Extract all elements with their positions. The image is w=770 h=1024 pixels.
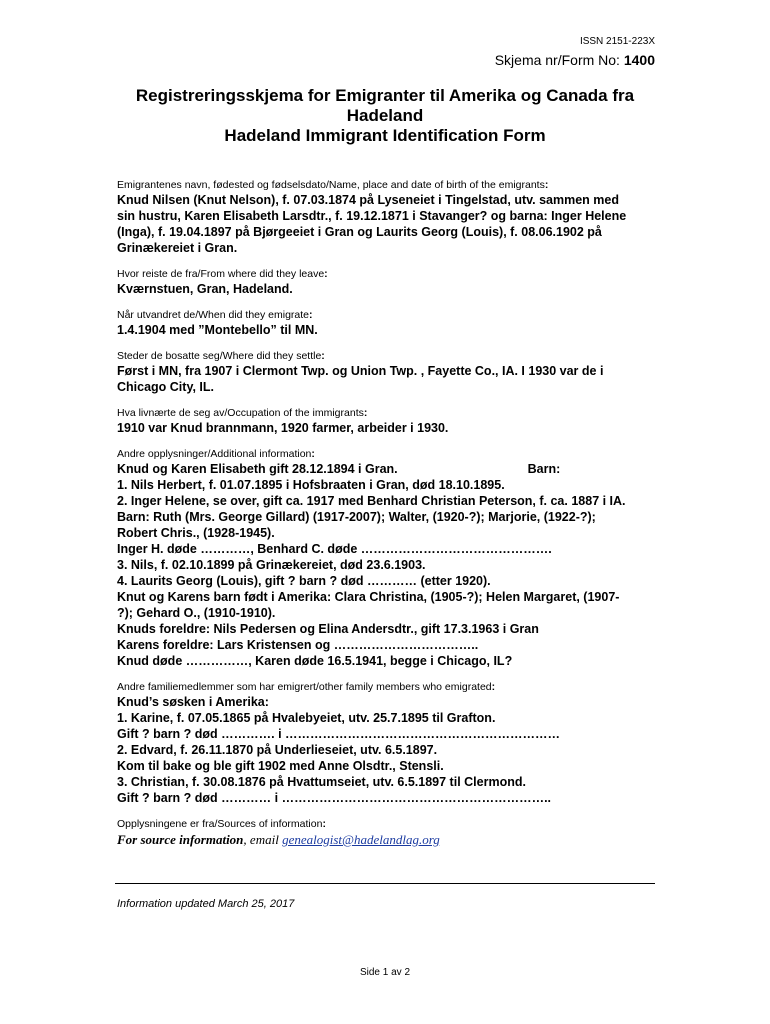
page-number: Side 1 av 2 xyxy=(359,967,411,978)
email-link[interactable]: genealogist@hadelandlag.org xyxy=(282,832,440,847)
form-content xyxy=(117,178,657,859)
value-line: Knut og Karens barn født i Amerika: Clara Christina, (1905-?); Helen Margaret, (1907- xyxy=(117,590,620,604)
issn-number: ISSN 2151-223X xyxy=(579,36,655,47)
section-label: Opplysningene er fra/Sources of information: xyxy=(117,818,326,830)
section-sources xyxy=(117,817,657,848)
value-line: Grinækereiet i Gran. xyxy=(117,241,238,255)
value-line: Knud døde ……………, Karen døde 16.5.1941, begge i Chicago, IL? xyxy=(117,654,513,668)
source-info-line: For source information, email genealogist@hadelandlag.org xyxy=(117,832,440,847)
section-names xyxy=(117,178,657,256)
value-line: Chicago City, IL. xyxy=(117,380,214,394)
form-title xyxy=(115,86,655,146)
section-occupation xyxy=(117,406,657,436)
value-line: Kom til bake og ble gift 1902 med Anne Olsdtr., Stensli. xyxy=(117,759,444,773)
form-number: 1400 xyxy=(623,52,655,68)
section-label: Emigrantenes navn, fødested og fødselsdato/Name, place and date of birth of the emigrants: xyxy=(117,179,549,191)
title-line-1: Registreringsskjema for Emigranter til Amerika og Canada fra xyxy=(135,86,635,105)
section-value xyxy=(117,694,657,806)
section-value xyxy=(117,322,657,338)
value-line: Inger H. døde …………, Benhard C. døde ………………………………………. xyxy=(117,542,552,556)
section-label: Når utvandret de/When did they emigrate: xyxy=(117,309,313,321)
section-label: Hvor reiste de fra/From where did they leave: xyxy=(117,268,328,280)
value-line: 3. Christian, f. 30.08.1876 på Hvattumseiet, utv. 6.5.1897 til Clermond. xyxy=(117,775,526,789)
section-value xyxy=(117,420,657,436)
section-label: Andre familiemedlemmer som har emigrert/other family members who emigrated: xyxy=(117,681,496,693)
section-family xyxy=(117,680,657,806)
value-line: Karens foreldre: Lars Kristensen og …………………………….. xyxy=(117,638,479,652)
value-line: 2. Edvard, f. 26.11.1870 på Underlieseiet, utv. 6.5.1897. xyxy=(117,743,438,757)
updated-date: Information updated March 25, 2017 xyxy=(117,898,295,910)
value-line: Knud Nilsen (Knut Nelson), f. 07.03.1874 på Lyseneiet i Tingelstad, utv. sammen med xyxy=(117,193,619,207)
value-line: 1. Karine, f. 07.05.1865 på Hvalebyeiet, utv. 25.7.1895 til Grafton. xyxy=(117,711,496,725)
value-line: ?); Gehard O., (1910-1910). xyxy=(117,606,276,620)
section-departure xyxy=(117,267,657,297)
section-emigrated xyxy=(117,308,657,338)
section-value xyxy=(117,281,657,297)
value-line: Gift ? barn ? død …………. i ………………………………………………………… xyxy=(117,727,561,741)
value-line: 1. Nils Herbert, f. 01.07.1895 i Hofsbraaten i Gran, død 18.10.1895. xyxy=(117,478,505,492)
value-line: 1910 var Knud brannmann, 1920 farmer, arbeider i 1930. xyxy=(117,421,449,435)
section-value xyxy=(117,192,657,256)
value-line: Knuds foreldre: Nils Pedersen og Elina Andersdtr., gift 17.3.1963 i Gran xyxy=(117,622,539,636)
value-line: 1.4.1904 med ”Montebello” til MN. xyxy=(117,323,318,337)
section-value xyxy=(117,461,657,669)
title-line-3: Hadeland Immigrant Identification Form xyxy=(224,126,546,145)
section-label: Andre opplysninger/Additional information: xyxy=(117,448,315,460)
title-line-2: Hadeland xyxy=(346,106,424,125)
value-line: Først i MN, fra 1907 i Clermont Twp. og Union Twp. , Fayette Co., IA. I 1930 var de i xyxy=(117,364,604,378)
value-line: sin hustru, Karen Elisabeth Larsdtr., f. 19.12.1871 i Stavanger? og barna: Inger Helene xyxy=(117,209,627,223)
section-label: Hva livnærte de seg av/Occupation of the immigrants: xyxy=(117,407,368,419)
section-value xyxy=(117,363,657,395)
value-line: Knud og Karen Elisabeth gift 28.12.1894 i Gran. Barn: xyxy=(117,462,561,476)
form-number-line xyxy=(495,52,655,68)
value-line: 2. Inger Helene, se over, gift ca. 1917 med Benhard Christian Peterson, f. ca. 1887 i IA. xyxy=(117,494,626,508)
section-settled xyxy=(117,349,657,395)
value-line: Barn: Ruth (Mrs. George Gillard) (1917-2007); Walter, (1920-?); Marjorie, (1922-?); xyxy=(117,510,596,524)
divider xyxy=(115,883,655,884)
value-line: 3. Nils, f. 02.10.1899 på Grinækereiet, død 23.6.1903. xyxy=(117,558,426,572)
section-additional xyxy=(117,447,657,669)
value-line: (Inga), f. 19.04.1897 på Bjørgeeiet i Gran og Laurits Georg (Louis), f. 08.06.1902 på xyxy=(117,225,602,239)
value-line: Robert Chris., (1928-1945). xyxy=(117,526,275,540)
value-line: 4. Laurits Georg (Louis), gift ? barn ? død ………… (etter 1920). xyxy=(117,574,491,588)
section-label: Steder de bosatte seg/Where did they settle: xyxy=(117,350,325,362)
value-line: Kværnstuen, Gran, Hadeland. xyxy=(117,282,293,296)
value-line: Knud’s søsken i Amerika: xyxy=(117,695,269,709)
value-line: Gift ? barn ? død ………… i ……………………………………………………….. xyxy=(117,791,552,805)
source-info-text: For source information xyxy=(117,832,244,847)
form-number-label: Skjema nr/Form No: xyxy=(494,52,620,68)
